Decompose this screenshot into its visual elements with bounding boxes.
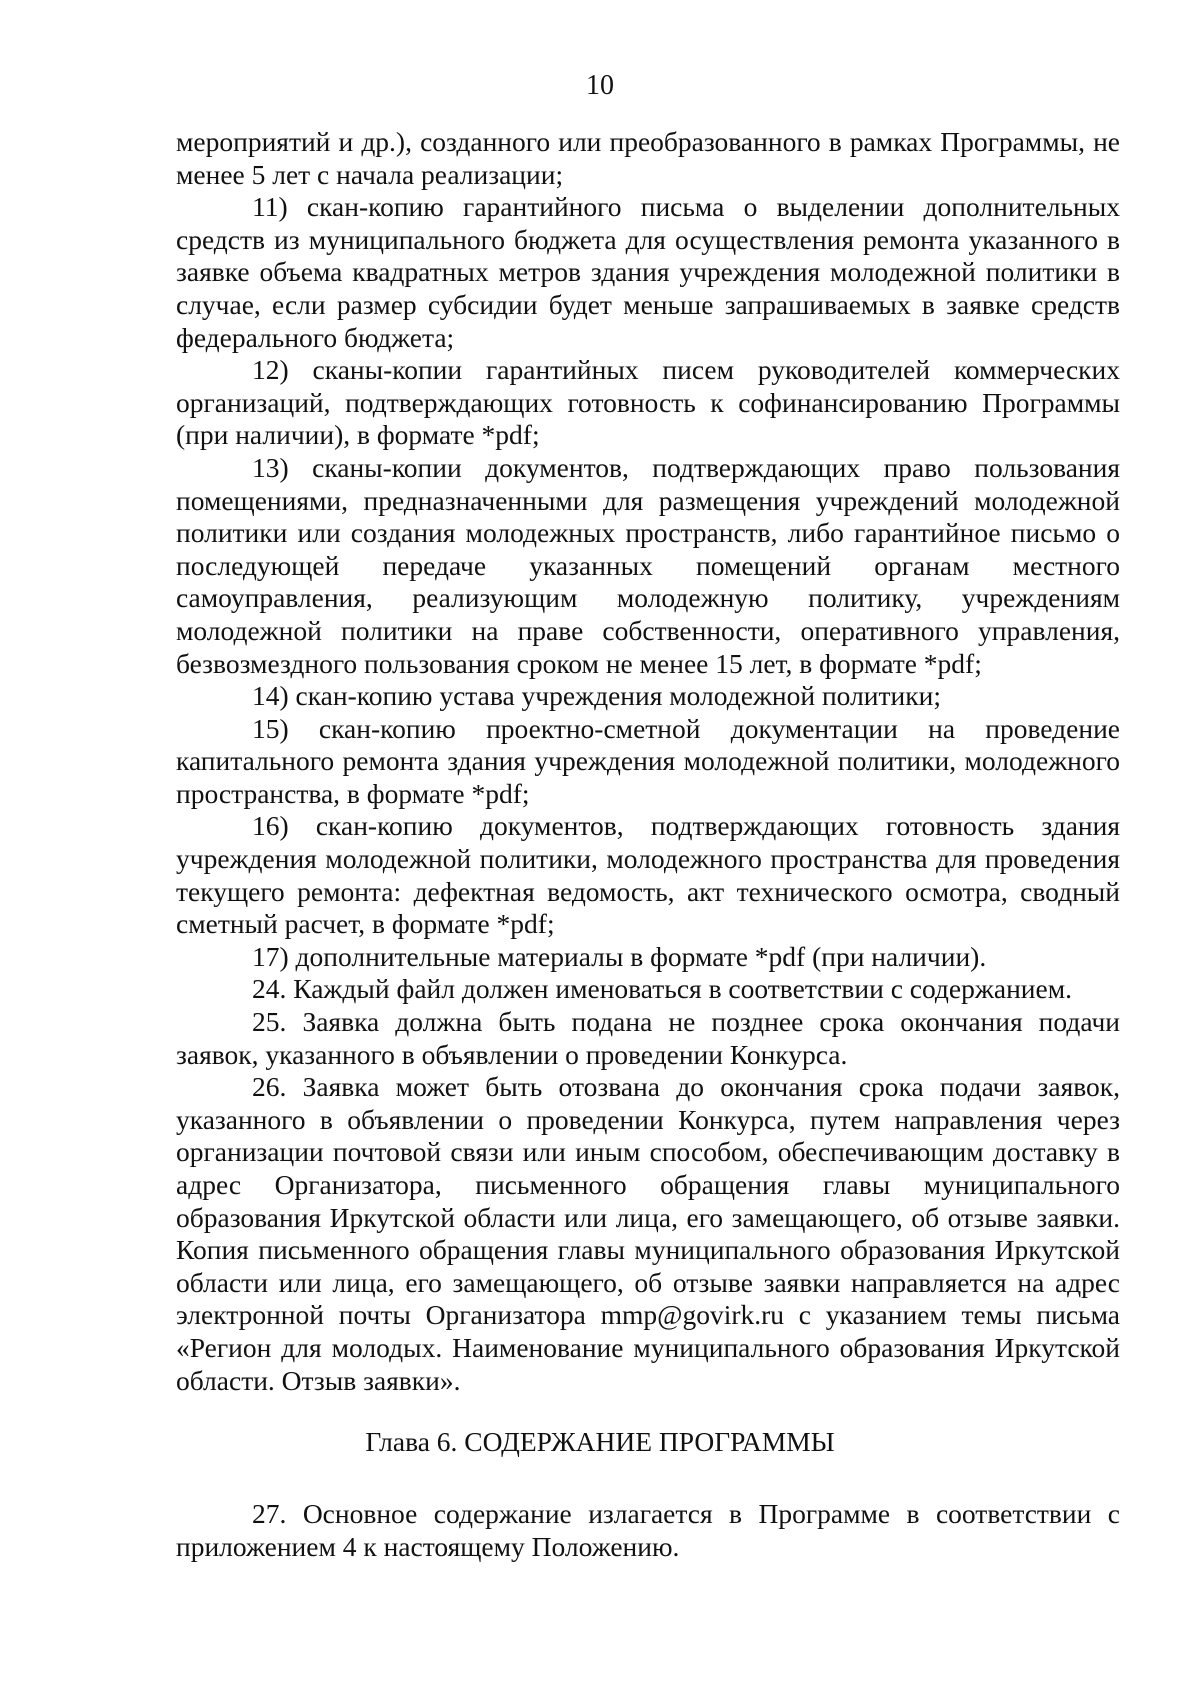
paragraph-item-16: 16) скан-копию документов, подтверждающих готовность здания учреждения молодежной политики, молодежного пространства для проведения текущего ремонта: дефектная ведомость, акт технического осмотра, сводный сметный расчет, в формате *pdf; (176, 810, 1120, 940)
chapter-heading: Глава 6. СОДЕРЖАНИЕ ПРОГРАММЫ (365, 1426, 835, 1457)
paragraph-item-14: 14) скан-копию устава учреждения молодежной политики; (252, 680, 941, 712)
paragraph-item-15: 15) скан-копию проектно-сметной документации на проведение капитального ремонта здания учреждения молодежной политики, молодежного пространства, в формате *pdf; (176, 712, 1120, 809)
paragraph-item-12: 12) сканы-копии гарантийных писем руководителей коммерческих организаций, подтверждающих готовность к софинансированию Программы (при наличии), в формате *pdf; (176, 354, 1120, 451)
paragraph-26: 26. Заявка может быть отозвана до окончания срока подачи заявок, указанного в объявлении о проведении Конкурса, путем направления через организации почтовой связи или иным способом, обеспечивающим доставку в адрес Организатора, письменного обращения главы муниципального образования Иркутской области или лица, его замещающего, об отзыве заявки. Копия письменного обращения главы муниципального образования Иркутской области или лица, его замещающего, об отзыве заявки направляется на адрес электронной почты Организатора mmp@govirk.ru с указанием темы письма «Регион для молодых. Наименование муниципального образования Иркутской области. Отзыв заявки». (176, 1071, 1120, 1396)
page-number: 10 (586, 70, 614, 101)
paragraph-27: 27. Основное содержание излагается в Программе в соответствии с приложением 4 к настоящему Положению. (176, 1498, 1120, 1562)
paragraph-24: 24. Каждый файл должен именоваться в соответствии с содержанием. (252, 973, 1073, 1005)
paragraph-25: 25. Заявка должна быть подана не позднее срока окончания подачи заявок, указанного в объявлении о проведении Конкурса. (176, 1006, 1120, 1070)
document-body (176, 126, 1120, 1397)
chapter-body (176, 1498, 1120, 1563)
paragraph-continuation: мероприятий и др.), созданного или преобразованного в рамках Программы, не менее 5 лет с начала реализации; (176, 126, 1120, 190)
paragraph-item-17: 17) дополнительные материалы в формате *pdf (при наличии). (252, 940, 987, 972)
paragraph-item-13: 13) сканы-копии документов, подтверждающих право пользования помещениями, предназначенными для размещения учреждений молодежной политики или создания молодежных пространств, либо гарантийное письмо о последующей передаче указанных помещений органам местного самоуправления, реализующим молодежную политику, учреждениям молодежной политики на праве собственности, оперативного управления, безвозмездного пользования сроком не менее 15 лет, в формате *pdf; (176, 451, 1120, 679)
paragraph-item-11: 11) скан-копию гарантийного письма о выделении дополнительных средств из муниципального бюджета для осуществления ремонта указанного в заявке объема квадратных метров здания учреждения молодежной политики в случае, если размер субсидии будет меньше запрашиваемых в заявке средств федерального бюджета; (176, 191, 1120, 353)
